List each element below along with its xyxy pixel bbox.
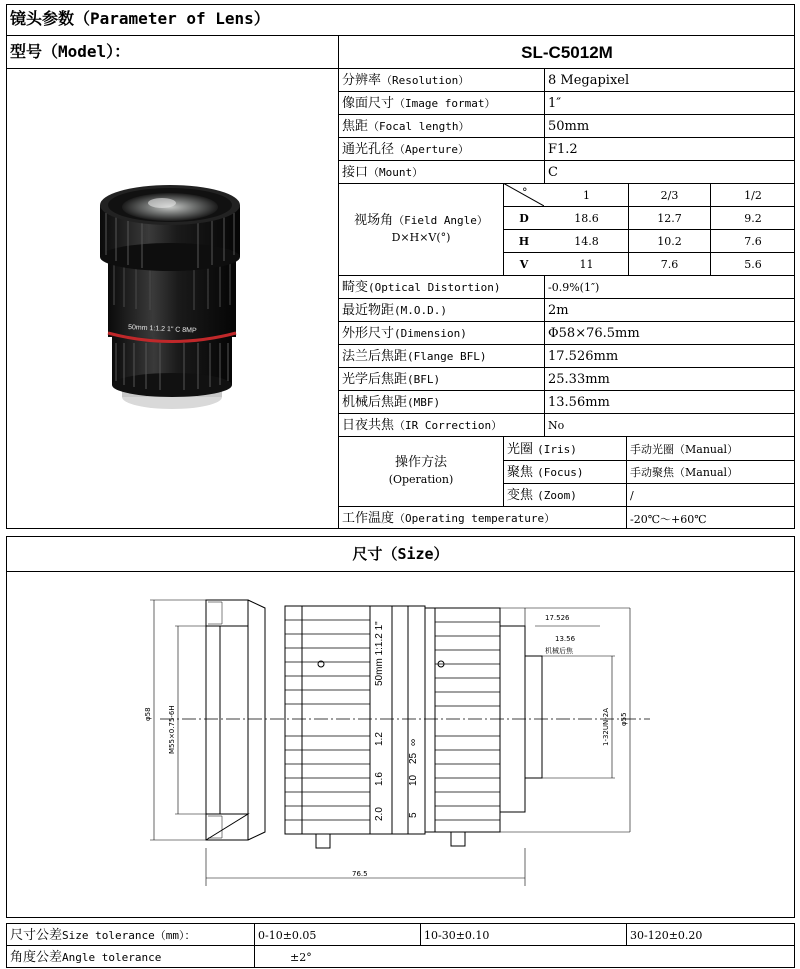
svg-text:25: 25 [408, 752, 419, 764]
svg-text:1.6: 1.6 [374, 772, 385, 786]
svg-text:13.56: 13.56 [555, 635, 576, 643]
svg-text:1-32UN-2A: 1-32UN-2A [602, 707, 610, 746]
lens-drawing [130, 586, 670, 886]
svg-text:M55×0.75-6H: M55×0.75-6H [168, 705, 176, 754]
svg-text:50mm 1:1.2 1": 50mm 1:1.2 1" [374, 621, 385, 686]
svg-text:机械后焦: 机械后焦 [545, 647, 573, 655]
svg-text:17.526: 17.526 [545, 614, 570, 622]
lens-photo [90, 185, 250, 420]
degree-mark: ° [522, 186, 528, 199]
size-title: 尺寸（Size） [352, 545, 449, 563]
page-title: 镜头参数（Parameter of Lens） [10, 9, 270, 28]
svg-text:1.2: 1.2 [374, 732, 385, 746]
svg-text:10: 10 [408, 774, 419, 786]
svg-text:5: 5 [408, 812, 419, 818]
svg-text:76.5: 76.5 [352, 870, 368, 878]
model-value: SL-C5012M [521, 43, 613, 62]
model-label: 型号（Model）： [10, 42, 131, 61]
svg-text:50mm 1:1.2 1" C 8MP: 50mm 1:1.2 1" C 8MP [127, 324, 197, 335]
svg-text:φ55: φ55 [620, 712, 628, 726]
svg-text:∞: ∞ [408, 738, 419, 746]
svg-text:2.0: 2.0 [374, 807, 385, 821]
svg-text:φ58: φ58 [144, 707, 152, 721]
